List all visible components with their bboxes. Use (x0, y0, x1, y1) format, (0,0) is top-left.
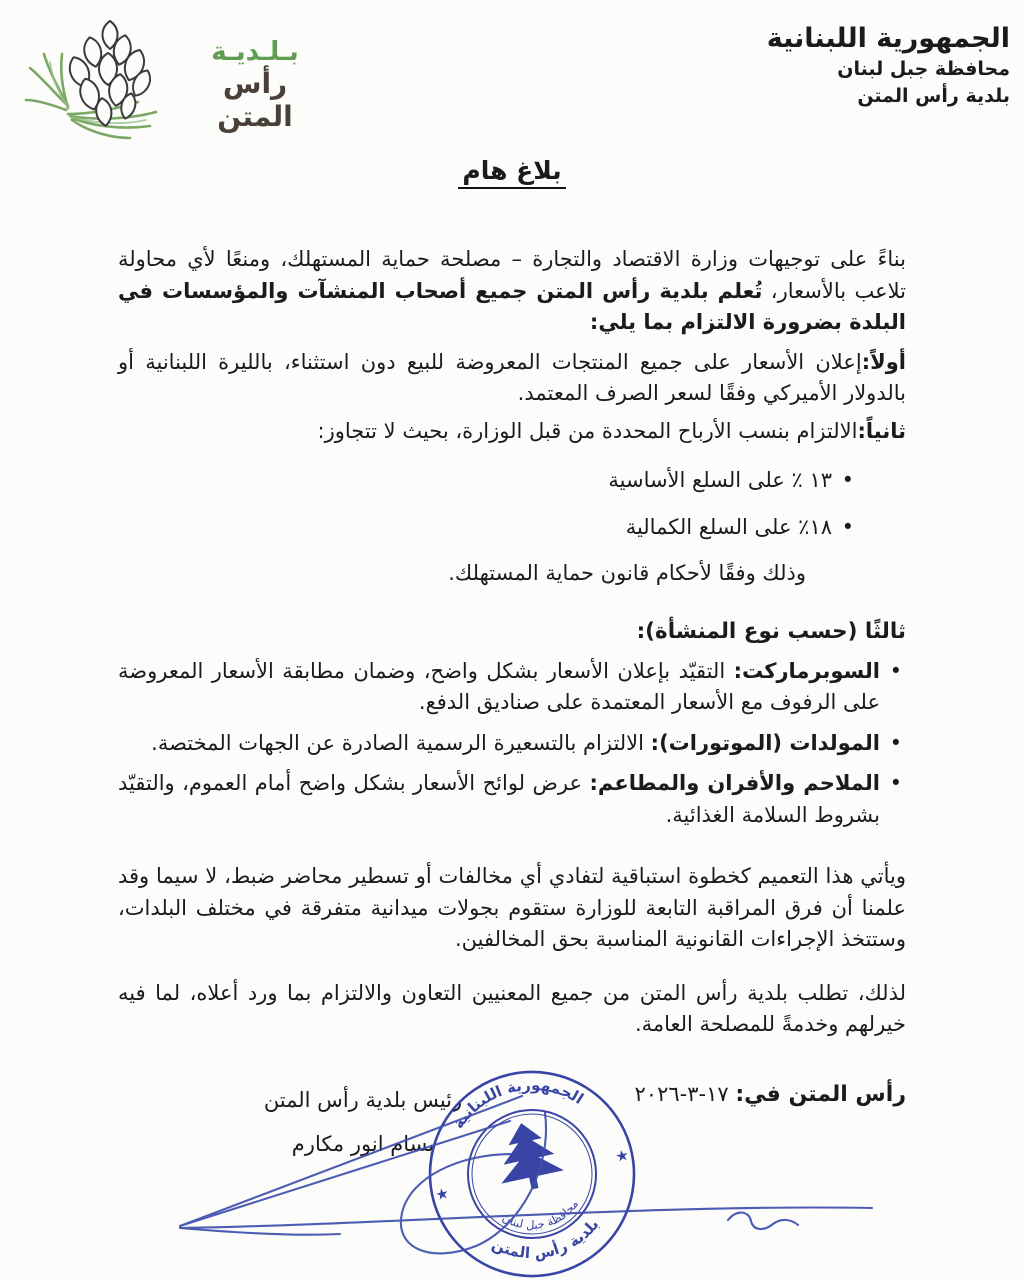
logo-text (190, 38, 320, 134)
facility-label-butchers-bakeries: الملاحم والأفران والمطاعم: (589, 771, 880, 796)
facility-item-generators (118, 728, 904, 760)
logo-text-line2: رأس المتن (217, 66, 293, 134)
star-icon: ★ (433, 1183, 451, 1205)
signer-title: رئيس بلدية رأس المتن (263, 1088, 463, 1112)
closing-paragraph-1: ويأتي هذا التعميم كخطوة استباقية لتفادي أي مخالفات أو تسطير محاضر ضبط، لا سيما وقد علمنا أن فرق المراقبة التابعة للوزارة ستقوم بجولات ميدانية متفرقة في مختلف البلدات، وستتخذ الإجراءات القانونية المناسبة بحق المخالفين. (118, 864, 906, 952)
second-clause-label: ثانياً: (857, 418, 906, 443)
logo-text-line1: بـلـديـة (211, 37, 299, 67)
notice-title: بلاغ هام (458, 156, 565, 189)
facility-label-supermarkets: السوبرماركت: (733, 658, 880, 683)
facility-item-supermarkets (118, 656, 904, 719)
facility-type-heading: ثالثًا (حسب نوع المنشأة): (636, 618, 906, 644)
stamp-top-text: الجمهورية اللبنانية (449, 1075, 587, 1132)
municipality-line: بلدية رأس المتن (857, 85, 1010, 108)
first-clause (118, 347, 906, 410)
first-clause-text: إعلان الأسعار على جميع المنتجات المعروضة للبيع دون استثناء، بالليرة اللبنانية أو بالدولار الأميركي وفقًا لسعر الصرف المعتمد. (118, 349, 906, 405)
date-line (635, 1082, 906, 1107)
signer-name: بسام انور مكارم (291, 1132, 435, 1156)
star-icon: ★ (613, 1145, 631, 1167)
facility-type-list (118, 656, 906, 832)
second-clause (118, 416, 906, 448)
facility-text-butchers-bakeries: عرض لوائح الأسعار بشكل واضح أمام العموم، والتقيّد بشروط السلامة الغذائية. (118, 771, 880, 827)
second-clause-text: الالتزام بنسب الأرباح المحددة من قبل الوزارة، بحيث لا تتجاوز: (317, 418, 858, 443)
facility-label-generators: المولدات (الموتورات): (650, 730, 880, 755)
document-body (118, 244, 906, 1041)
facility-item-butchers-bakeries (118, 768, 904, 831)
percent-list (118, 465, 906, 543)
consumer-law-note: وذلك وفقًا لأحكام قانون حماية المستهلك. (448, 561, 806, 585)
pine-cone-icon (22, 10, 197, 150)
intro-paragraph (118, 244, 906, 339)
official-header (767, 22, 1010, 111)
date-value: ١٧-٣-٢٠٢٦ (634, 1082, 729, 1106)
facility-text-generators: الالتزام بالتسعيرة الرسمية الصادرة عن الجهات المختصة. (151, 730, 651, 755)
municipal-stamp (394, 1036, 669, 1280)
municipality-logo (22, 10, 322, 150)
republic-line: الجمهورية اللبنانية (766, 23, 1010, 54)
closing-paragraph-2: لذلك، تطلب بلدية رأس المتن من جميع المعنيين التعاون والالتزام بما ورد أعلاه، لما فيه خيرلهم وخدمةً للمصلحة العامة. (118, 980, 906, 1037)
intro-regular: بناءً على توجيهات وزارة الاقتصاد والتجارة – مصلحة حماية المستهلك، ومنعًا لأي محاولة تلاعب بالأسعار، (118, 247, 906, 303)
facility-text-supermarkets: التقيّد بإعلان الأسعار بشكل واضح، وضمان مطابقة الأسعار المعروضة على الرفوف مع الأسعار المعتمدة على صناديق الدفع. (118, 658, 880, 715)
intro-bold: تُعلم بلدية رأس المتن جميع أصحاب المنشآت والمؤسسات في البلدة بضرورة الالتزام بما يلي: (118, 278, 906, 334)
first-clause-label: أولاً: (861, 349, 906, 374)
stamp-bottom-text: بلدية رأس المتن (489, 1215, 603, 1263)
percent-item-luxury: • ١٨٪ على السلع الكمالية (118, 512, 854, 544)
date-label: رأس المتن في: (735, 1082, 906, 1107)
stamp-inner-text: محافظة جبل لبنان (499, 1197, 582, 1232)
cedar-icon (490, 1116, 567, 1195)
percent-item-basic: • ١٣ ٪ على السلع الأساسية (118, 465, 854, 497)
notice-title-wrap (0, 156, 1024, 185)
governorate-line: محافظة جبل لبنان (837, 57, 1010, 80)
